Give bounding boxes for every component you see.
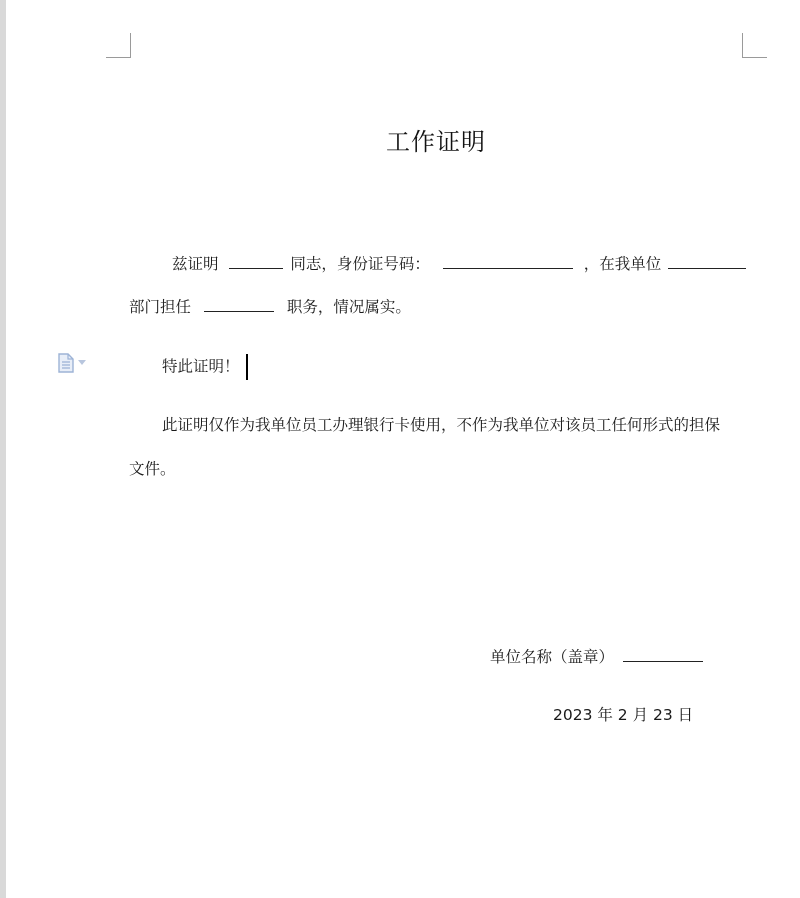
id-number-blank[interactable] bbox=[443, 250, 573, 269]
position-blank[interactable] bbox=[204, 293, 274, 312]
chevron-down-icon bbox=[78, 360, 86, 366]
paragraph-1-line-2[interactable] bbox=[129, 293, 411, 319]
paragraph-1-line-1[interactable] bbox=[172, 250, 746, 276]
page-margin-corner-top-left bbox=[106, 33, 131, 58]
department-unit-blank[interactable] bbox=[668, 250, 746, 269]
document-icon bbox=[58, 353, 74, 373]
page-margin-corner-top-right bbox=[742, 33, 767, 58]
paragraph-1-after-name: 同志，身份证号码： bbox=[290, 255, 430, 273]
text-cursor bbox=[246, 354, 248, 380]
paragraph-3-line-1[interactable]: 此证明仅作为我单位员工办理银行卡使用，不作为我单位对该员工任何形式的担保 bbox=[162, 416, 721, 434]
paragraph-handle[interactable] bbox=[58, 352, 94, 374]
document-title[interactable]: 工作证明 bbox=[386, 128, 486, 156]
paragraph-3-line-2[interactable]: 文件。 bbox=[129, 460, 176, 478]
paragraph-1-line-2-end: 职务，情况属实。 bbox=[286, 298, 411, 316]
signature-date[interactable]: 2023 年 2 月 23 日 bbox=[553, 706, 694, 724]
paragraph-1-line-2-start: 部门担任 bbox=[129, 298, 192, 316]
name-blank[interactable] bbox=[229, 250, 283, 269]
signature-label: 单位名称（盖章） bbox=[490, 648, 615, 666]
signature-line[interactable] bbox=[490, 643, 703, 669]
paragraph-2[interactable] bbox=[162, 354, 248, 380]
paragraph-1-prefix: 兹证明 bbox=[172, 255, 219, 273]
paragraph-2-text: 特此证明！ bbox=[162, 357, 240, 376]
seal-blank[interactable] bbox=[623, 643, 703, 662]
paragraph-1-after-id: ，在我单位 bbox=[583, 255, 662, 273]
